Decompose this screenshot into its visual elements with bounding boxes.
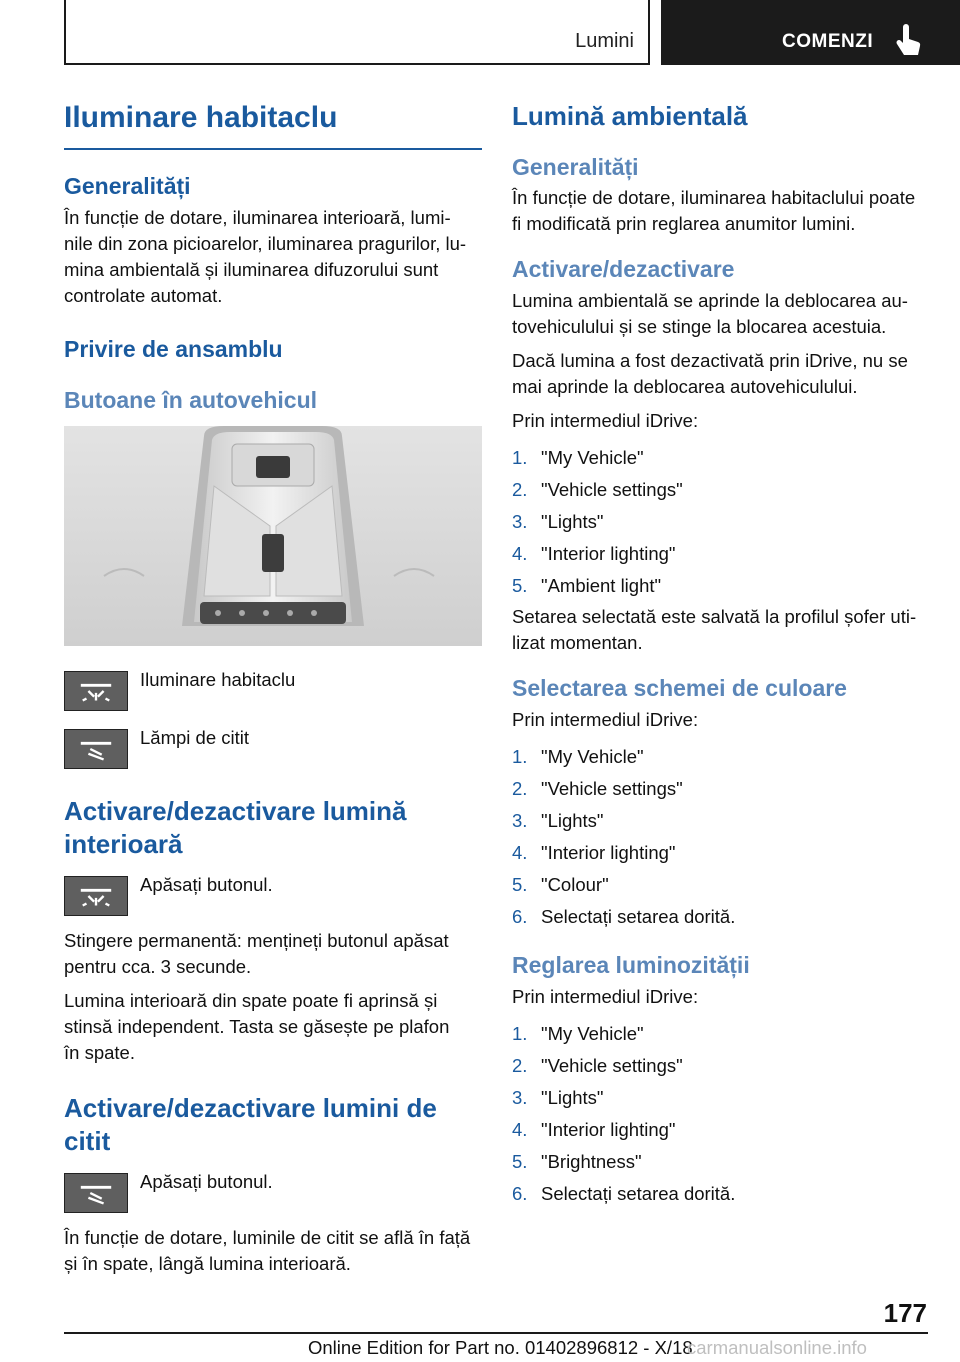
color-steps: [512, 741, 932, 933]
list-item: [512, 1114, 932, 1146]
step-number: 4.: [512, 543, 528, 564]
reading-light-icon: [64, 729, 128, 769]
heading-line: Activare/dezactivare lumini de: [64, 1093, 437, 1124]
text-line: mina ambientală și iluminarea difuzorului sunt: [64, 258, 439, 280]
text-line: În funcție de dotare, iluminarea interioară, lumi-: [64, 206, 451, 228]
step-text: "Interior lighting": [541, 841, 676, 863]
list-item: [512, 869, 932, 901]
legend-item-interior-light: [64, 671, 482, 711]
list-item: [512, 1146, 932, 1178]
step-number: 2.: [512, 777, 528, 799]
list-item: [512, 901, 932, 933]
list-item: [512, 1082, 932, 1114]
color-heading: Selectarea schemei de culoare: [512, 675, 847, 701]
header-chapter-tab[interactable]: [661, 0, 960, 65]
left-column: [64, 100, 482, 1277]
general-paragraph: [64, 205, 482, 309]
interior-paragraph-2: [64, 988, 482, 1066]
step-text: "Ambient light": [541, 575, 662, 596]
heading-line: interioară: [64, 828, 183, 859]
step-text: "Lights": [541, 1086, 604, 1108]
step-number: 2.: [512, 479, 528, 500]
interior-heading: [64, 795, 482, 860]
header-section-box: [64, 0, 650, 65]
step-text: "Colour": [541, 873, 609, 895]
buttons-heading: Butoane în autovehicul: [64, 386, 318, 413]
list-item: [512, 474, 932, 506]
interior-light-icon: [64, 876, 128, 916]
step-text: "Vehicle settings": [541, 1054, 683, 1076]
text-line: tovehiculului și se stinge la blocarea acestuia.: [512, 316, 887, 337]
step-number: 1.: [512, 1022, 528, 1044]
text-line: În funcție de dotare, iluminarea habitaclului poate: [512, 187, 916, 209]
header-section-title: Lumini: [575, 30, 634, 52]
list-item: [512, 741, 932, 773]
heading-line: citit: [64, 1125, 111, 1156]
activation-paragraph-1: [512, 288, 932, 340]
text-line: Dacă lumina a fost dezactivată prin iDrive, nu se: [512, 350, 908, 371]
list-item: [512, 773, 932, 805]
activation-heading: Activare/dezactivare: [512, 256, 735, 283]
footer-watermark: carmanualsonline.info: [687, 1337, 867, 1358]
step-number: 5.: [512, 1150, 528, 1172]
brightness-heading: Reglarea luminozității: [512, 951, 750, 978]
text-line: stinsă independent. Tasta se găsește pe plafon: [64, 1016, 450, 1038]
text-line: în spate.: [64, 1042, 135, 1064]
step-number: 4.: [512, 841, 528, 863]
step-text: "Vehicle settings": [541, 479, 683, 500]
step-number: 4.: [512, 1118, 528, 1140]
text-line: și în spate, lângă lumina interioară.: [64, 1253, 351, 1275]
footer-edition: Online Edition for Part no. 01402896812 - X/18: [308, 1337, 693, 1358]
step-text: "Brightness": [541, 1150, 642, 1172]
activation-steps: [512, 442, 932, 602]
press-instruction: Apăsați butonul.: [140, 1171, 273, 1193]
step-text: "My Vehicle": [541, 745, 644, 767]
brightness-via: Prin intermediul iDrive:: [512, 985, 699, 1007]
list-item: [512, 442, 932, 474]
step-number: 2.: [512, 1054, 528, 1076]
footer-divider: [64, 1332, 928, 1334]
page-number: 177: [883, 1298, 927, 1328]
list-item: [512, 506, 932, 538]
interior-paragraph-1: [64, 928, 482, 980]
pointing-hand-icon: [894, 24, 924, 58]
text-line: lizat momentan.: [512, 632, 643, 653]
brightness-steps: [512, 1018, 932, 1210]
step-text: "Lights": [541, 511, 604, 532]
step-number: 6.: [512, 905, 528, 927]
activation-via: Prin intermediul iDrive:: [512, 410, 699, 431]
legend-item-reading-light: [64, 729, 482, 769]
general-heading: Generalități: [64, 173, 191, 199]
list-item: [512, 1018, 932, 1050]
step-number: 5.: [512, 873, 528, 895]
text-line: controlate automat.: [64, 284, 223, 306]
ambient-general-heading: Generalități: [512, 153, 639, 180]
step-text: "Lights": [541, 809, 604, 831]
legend-label: Lămpi de citit: [140, 727, 249, 749]
ceiling-console-photo: [64, 426, 482, 646]
step-number: 5.: [512, 575, 528, 596]
step-text: Selectați setarea dorită.: [541, 905, 736, 927]
step-number: 1.: [512, 745, 528, 767]
reading-heading: [64, 1092, 482, 1157]
right-column: [512, 100, 932, 1210]
heading-line: Activare/dezactivare lumină: [64, 796, 407, 827]
interior-light-icon: [64, 671, 128, 711]
activation-paragraph-2: [512, 348, 932, 400]
text-line: fi modificată prin reglarea anumitor lumini.: [512, 213, 856, 235]
step-number: 1.: [512, 447, 528, 468]
text-line: nile din zona picioarelor, iluminarea pragurilor, lu-: [64, 232, 467, 254]
color-via: Prin intermediul iDrive:: [512, 708, 699, 730]
ambient-general-paragraph: [512, 185, 932, 237]
text-line: Lumina ambientală se aprinde la deblocarea au-: [512, 290, 908, 311]
step-number: 3.: [512, 1086, 528, 1108]
step-text: "My Vehicle": [541, 447, 644, 468]
reading-press-row: [64, 1173, 482, 1213]
reading-light-icon: [64, 1173, 128, 1213]
text-line: În funcție de dotare, luminile de citit se află în față: [64, 1227, 471, 1249]
title-divider: [64, 148, 482, 150]
overview-heading: Privire de ansamblu: [64, 335, 283, 362]
text-line: pentru cca. 3 secunde.: [64, 956, 252, 978]
list-item: [512, 1178, 932, 1210]
text-line: mai aprinde la deblocarea autovehiculului.: [512, 376, 858, 397]
activation-note: [512, 604, 932, 656]
list-item: [512, 570, 932, 602]
step-text: "Interior lighting": [541, 1118, 676, 1140]
step-number: 3.: [512, 809, 528, 831]
list-item: [512, 1050, 932, 1082]
list-item: [512, 837, 932, 869]
reading-paragraph: [64, 1225, 482, 1277]
legend-label: Iluminare habitaclu: [140, 669, 296, 691]
text-line: Lumina interioară din spate poate fi aprinsă și: [64, 990, 438, 1012]
step-number: 3.: [512, 511, 528, 532]
text-line: Setarea selectată este salvată la profilul șofer uti-: [512, 606, 917, 627]
page-title: Iluminare habitaclu: [64, 101, 338, 134]
interior-press-row: [64, 876, 482, 916]
step-text: Selectați setarea dorită.: [541, 1182, 736, 1204]
step-text: "My Vehicle": [541, 1022, 644, 1044]
step-number: 6.: [512, 1182, 528, 1204]
list-item: [512, 805, 932, 837]
step-text: "Interior lighting": [541, 543, 676, 564]
list-item: [512, 538, 932, 570]
press-instruction: Apăsați butonul.: [140, 874, 273, 896]
header-chapter-label: COMENZI: [782, 31, 874, 52]
ambient-title: Lumină ambientală: [512, 101, 748, 131]
text-line: Stingere permanentă: mențineți butonul apăsat: [64, 930, 449, 952]
step-text: "Vehicle settings": [541, 777, 683, 799]
